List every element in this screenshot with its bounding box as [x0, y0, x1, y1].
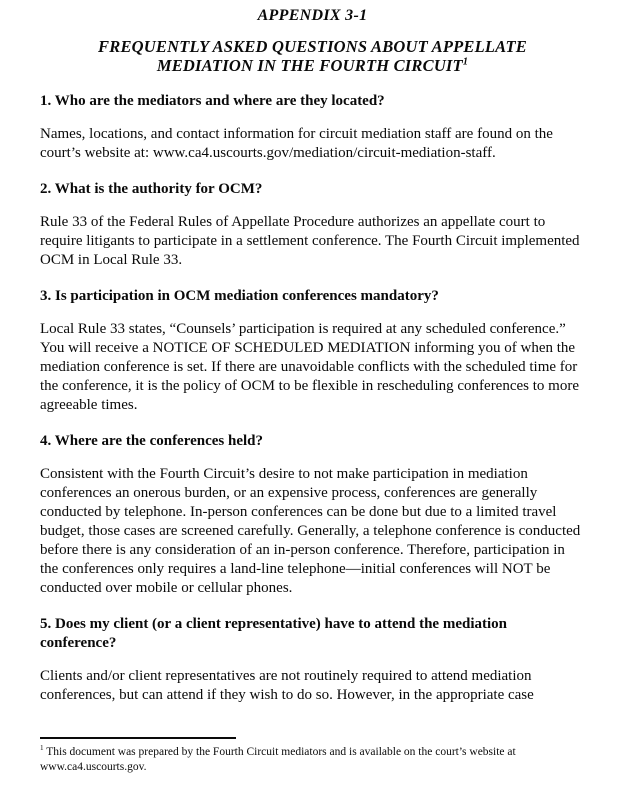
faq-question: 4. Where are the conferences held? [40, 433, 264, 449]
faq-item-1 [40, 92, 585, 163]
footnote-marker: 1 [40, 744, 44, 753]
title-footnote-reference: 1 [462, 56, 469, 68]
footnote [40, 737, 585, 774]
faq-answer: Local Rule 33 states, “Counsels’ participation is required at any scheduled conference.” You will receive a NOTICE OF SCHEDULED MEDIATION informing you of when the mediation conference is set. If there are unavoidable conflicts with the scheduled time for the conference, it is the policy of OCM to be flexible in rescheduling conferences to more agreeable times. [40, 321, 579, 413]
faq-question: 3. Is participation in OCM mediation conferences mandatory? [40, 288, 439, 304]
footnote-text-line [40, 745, 585, 774]
faq-answer: Clients and/or client representatives are not routinely required to attend mediation conferences, but can attend if they wish to do so. However, in the appropriate case [40, 668, 534, 703]
footnote-separator-rule [40, 737, 236, 739]
faq-answer: Rule 33 of the Federal Rules of Appellate Procedure authorizes an appellate court to require litigants to participate in a settlement conference. The Fourth Circuit implemented OCM in Local Rule 33. [40, 214, 580, 268]
faq-item-3 [40, 287, 585, 415]
faq-question: 2. What is the authority for OCM? [40, 181, 263, 197]
footnote-text: This document was prepared by the Fourth Circuit mediators and is available on the court’s website at www.ca4.uscourts.gov. [40, 746, 516, 773]
faq-question: 5. Does my client (or a client representative) have to attend the mediation conference? [40, 616, 507, 651]
faq-answer: Names, locations, and contact information for circuit mediation staff are found on the court’s website at: www.ca4.uscourts.gov/mediation/circuit-mediation-staff. [40, 126, 553, 161]
faq-item-4 [40, 432, 585, 598]
document-title-line1: FREQUENTLY ASKED QUESTIONS ABOUT APPELLATE [98, 37, 527, 56]
faq-question: 1. Who are the mediators and where are they located? [40, 93, 385, 109]
faq-item-2 [40, 180, 585, 270]
document-title [40, 37, 585, 75]
faq-answer: Consistent with the Fourth Circuit’s desire to not make participation in mediation conferences an onerous burden, or an expensive process, conferences are generally conducted by telephone. In-person conferences can be done but due to a limited travel budget, those cases are screened carefully. Generally, a telephone conference is conducted before there is any consideration of an in-person conference. Therefore, participation in the conferences only requires a land-line telephone—initial conferences will NOT be conducted over mobile or cellular phones. [40, 466, 581, 596]
appendix-label: APPENDIX 3-1 [257, 7, 368, 24]
faq-item-5 [40, 615, 585, 705]
document-title-line2: MEDIATION IN THE FOURTH CIRCUIT [156, 56, 463, 75]
